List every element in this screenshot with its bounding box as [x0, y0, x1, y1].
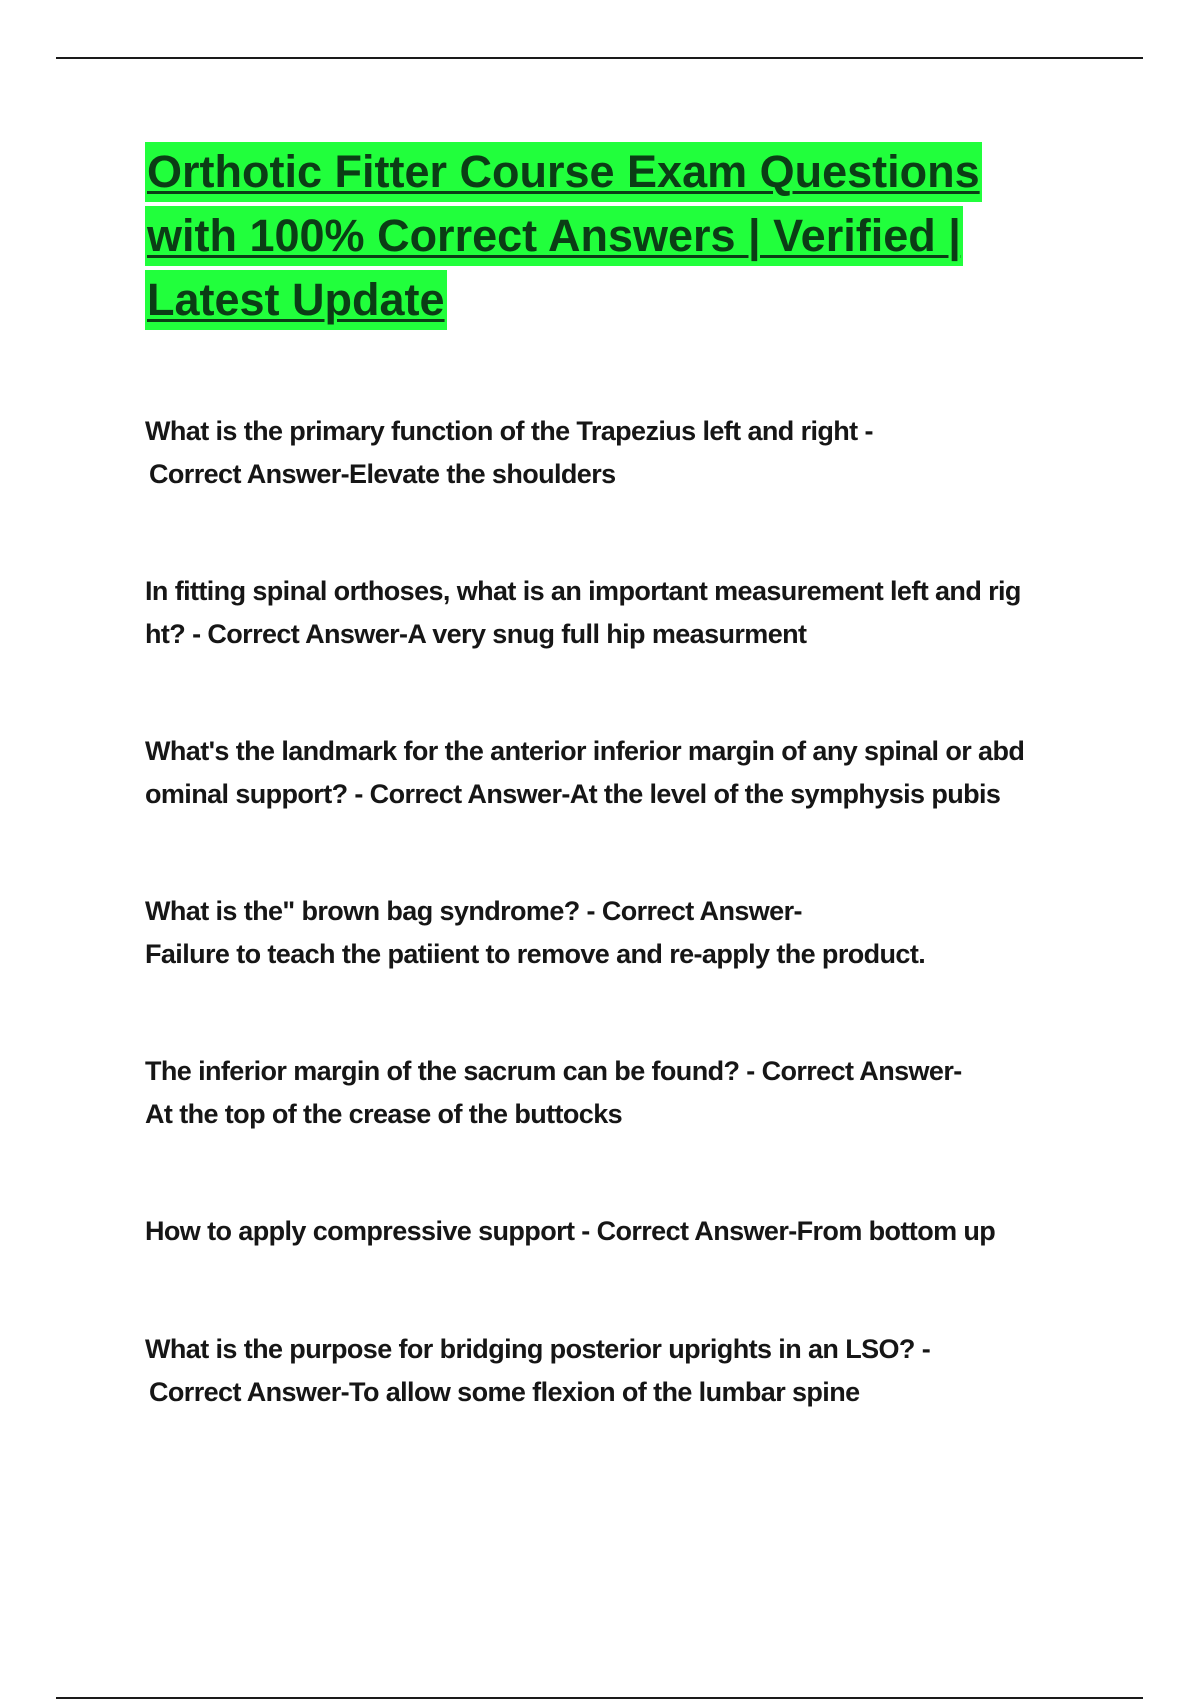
qa-item-5 [145, 1050, 1085, 1136]
header-rule [56, 57, 1143, 59]
qa-question-line: How to apply compressive support - Correct Answer-From bottom up [145, 1216, 996, 1246]
footer-rule [56, 1697, 1143, 1699]
qa-question-line: The inferior margin of the sacrum can be found? - Correct Answer- [145, 1056, 962, 1086]
document-title [145, 142, 1075, 334]
qa-item-7 [145, 1328, 1085, 1414]
qa-item-6 [145, 1210, 1085, 1253]
qa-item-2 [145, 570, 1085, 656]
qa-answer-line: ominal support? - Correct Answer-At the level of the symphysis pubis [145, 779, 1001, 809]
qa-question-line: What is the" brown bag syndrome? - Correct Answer- [145, 896, 802, 926]
qa-item-1 [145, 410, 1085, 496]
qa-answer-line: Failure to teach the patiient to remove and re-apply the product. [145, 939, 926, 969]
qa-question-line: What is the primary function of the Trapezius left and right - [145, 416, 873, 446]
qa-question-line: What's the landmark for the anterior inferior margin of any spinal or abd [145, 736, 1025, 766]
qa-answer-line: Correct Answer-Elevate the shoulders [149, 459, 616, 489]
qa-answer-line: Correct Answer-To allow some flexion of the lumbar spine [149, 1377, 860, 1407]
title-line-3: Latest Update [145, 270, 447, 330]
title-line-1: Orthotic Fitter Course Exam Questions [145, 142, 982, 202]
qa-answer-line: At the top of the crease of the buttocks [145, 1099, 623, 1129]
qa-item-3 [145, 730, 1085, 816]
qa-item-4 [145, 890, 1085, 976]
qa-answer-line: ht? - Correct Answer-A very snug full hip measurment [145, 619, 807, 649]
title-line-2: with 100% Correct Answers | Verified | [145, 206, 963, 266]
qa-question-line: What is the purpose for bridging posterior uprights in an LSO? - [145, 1334, 931, 1364]
qa-question-line: In fitting spinal orthoses, what is an important measurement left and rig [145, 576, 1021, 606]
